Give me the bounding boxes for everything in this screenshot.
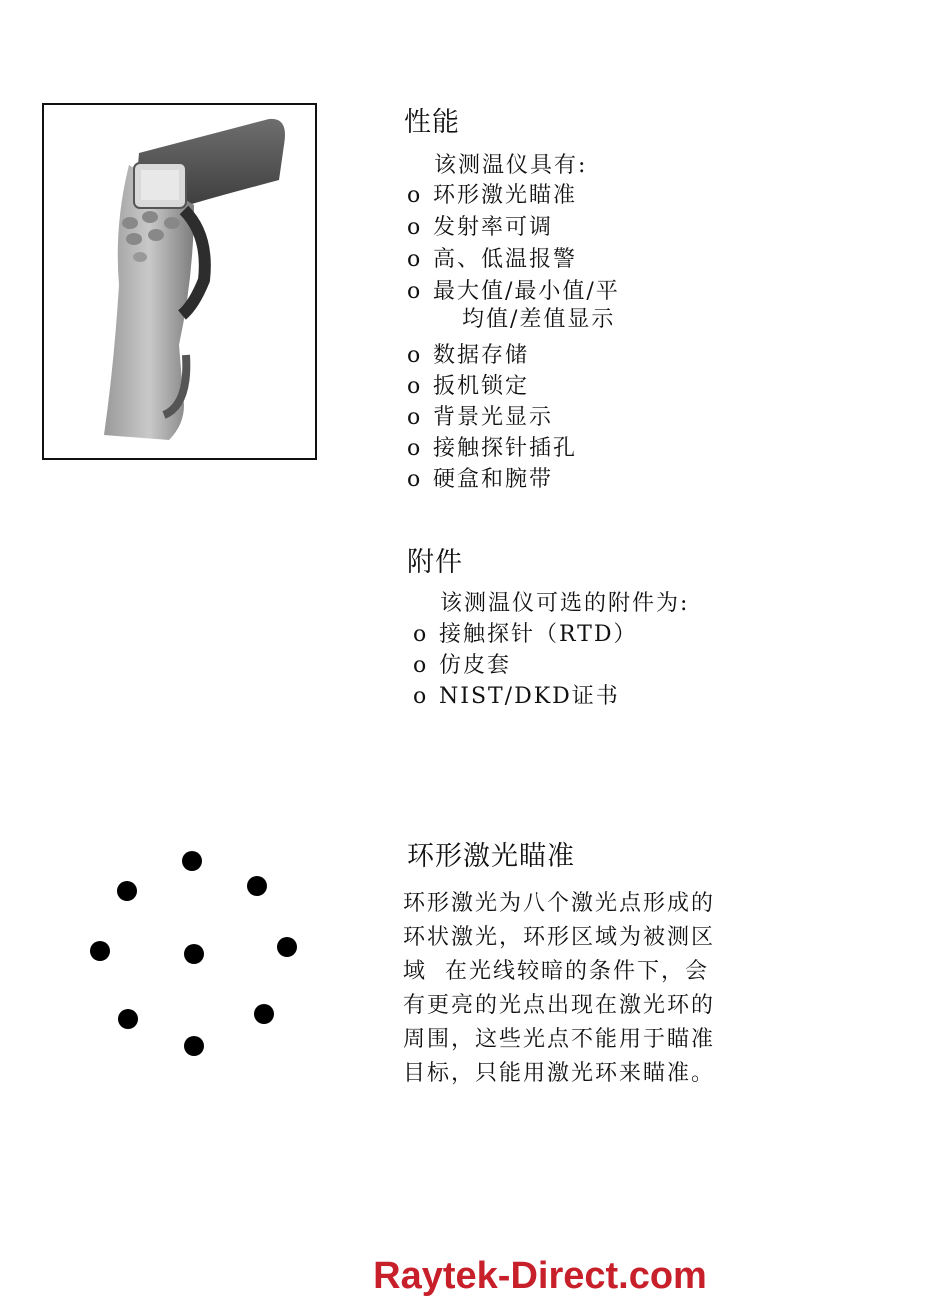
features-heading: 性能 (404, 107, 460, 138)
feature-item (407, 274, 620, 305)
accessory-text: 接触探针（RTD） (439, 622, 638, 647)
laser-dot (184, 944, 204, 964)
feature-item (407, 462, 553, 493)
laser-heading: 环形激光瞄准 (407, 841, 575, 872)
accessory-item (413, 679, 620, 710)
feature-item (407, 210, 553, 241)
product-photo (42, 103, 317, 460)
features-intro: 该测温仪具有: (434, 153, 588, 178)
accessory-text: NIST/DKD证书 (439, 684, 620, 709)
accessory-item (413, 617, 638, 648)
accessory-item (413, 648, 511, 679)
feature-text: 数据存储 (433, 343, 530, 368)
feature-text: 接触探针插孔 (433, 436, 578, 461)
paragraph-line: 环状激光，环形区域为被测区 (403, 925, 716, 950)
feature-text: 环形激光瞄准 (433, 183, 578, 208)
bullet-marker: o (413, 622, 429, 647)
feature-text: 硬盒和腕带 (433, 467, 554, 492)
laser-dot (182, 851, 202, 871)
laser-dot (117, 881, 137, 901)
accessory-text: 仿皮套 (439, 653, 512, 678)
bullet-marker: o (407, 279, 423, 304)
laser-dot (90, 941, 110, 961)
laser-dot (118, 1009, 138, 1029)
laser-dot (184, 1036, 204, 1056)
bullet-marker: o (407, 374, 423, 399)
bullet-marker: o (407, 467, 423, 492)
paragraph-line: 环形激光为八个激光点形成的 (403, 891, 716, 916)
paragraph-line: 目标，只能用激光环来瞄准。 (403, 1061, 716, 1086)
feature-text: 最大值/最小值/平 (433, 279, 620, 304)
accessories-intro: 该测温仪可选的附件为: (440, 591, 690, 616)
feature-text: 扳机锁定 (433, 374, 530, 399)
feature-text: 高、低温报警 (433, 247, 578, 272)
bullet-marker: o (407, 405, 423, 430)
ir-thermometer-image (44, 105, 315, 458)
bullet-marker: o (407, 343, 423, 368)
laser-dot (254, 1004, 274, 1024)
laser-dot (247, 876, 267, 896)
feature-item (407, 338, 529, 369)
bullet-marker: o (413, 653, 429, 678)
laser-description (403, 887, 748, 1091)
laser-dot (277, 937, 297, 957)
feature-item (407, 400, 553, 431)
paragraph-line: 有更亮的光点出现在激光环的 (403, 993, 716, 1018)
feature-item-continuation: 均值/差值显示 (462, 307, 616, 332)
bullet-marker: o (407, 247, 423, 272)
feature-text: 发射率可调 (433, 215, 554, 240)
accessories-heading: 附件 (407, 547, 463, 578)
laser-ring-diagram (80, 840, 310, 1070)
feature-item (407, 369, 529, 400)
paragraph-line: 周围，这些光点不能用于瞄准 (403, 1027, 716, 1052)
bullet-marker: o (407, 215, 423, 240)
feature-item (407, 431, 577, 462)
bullet-marker: o (407, 183, 423, 208)
footer-brand: Raytek-Direct.com (373, 1255, 707, 1297)
bullet-marker: o (407, 436, 423, 461)
paragraph-line: 域 在光线较暗的条件下，会 (403, 959, 709, 984)
feature-item (407, 178, 577, 209)
bullet-marker: o (413, 684, 429, 709)
feature-item (407, 242, 577, 273)
feature-text: 背景光显示 (433, 405, 554, 430)
